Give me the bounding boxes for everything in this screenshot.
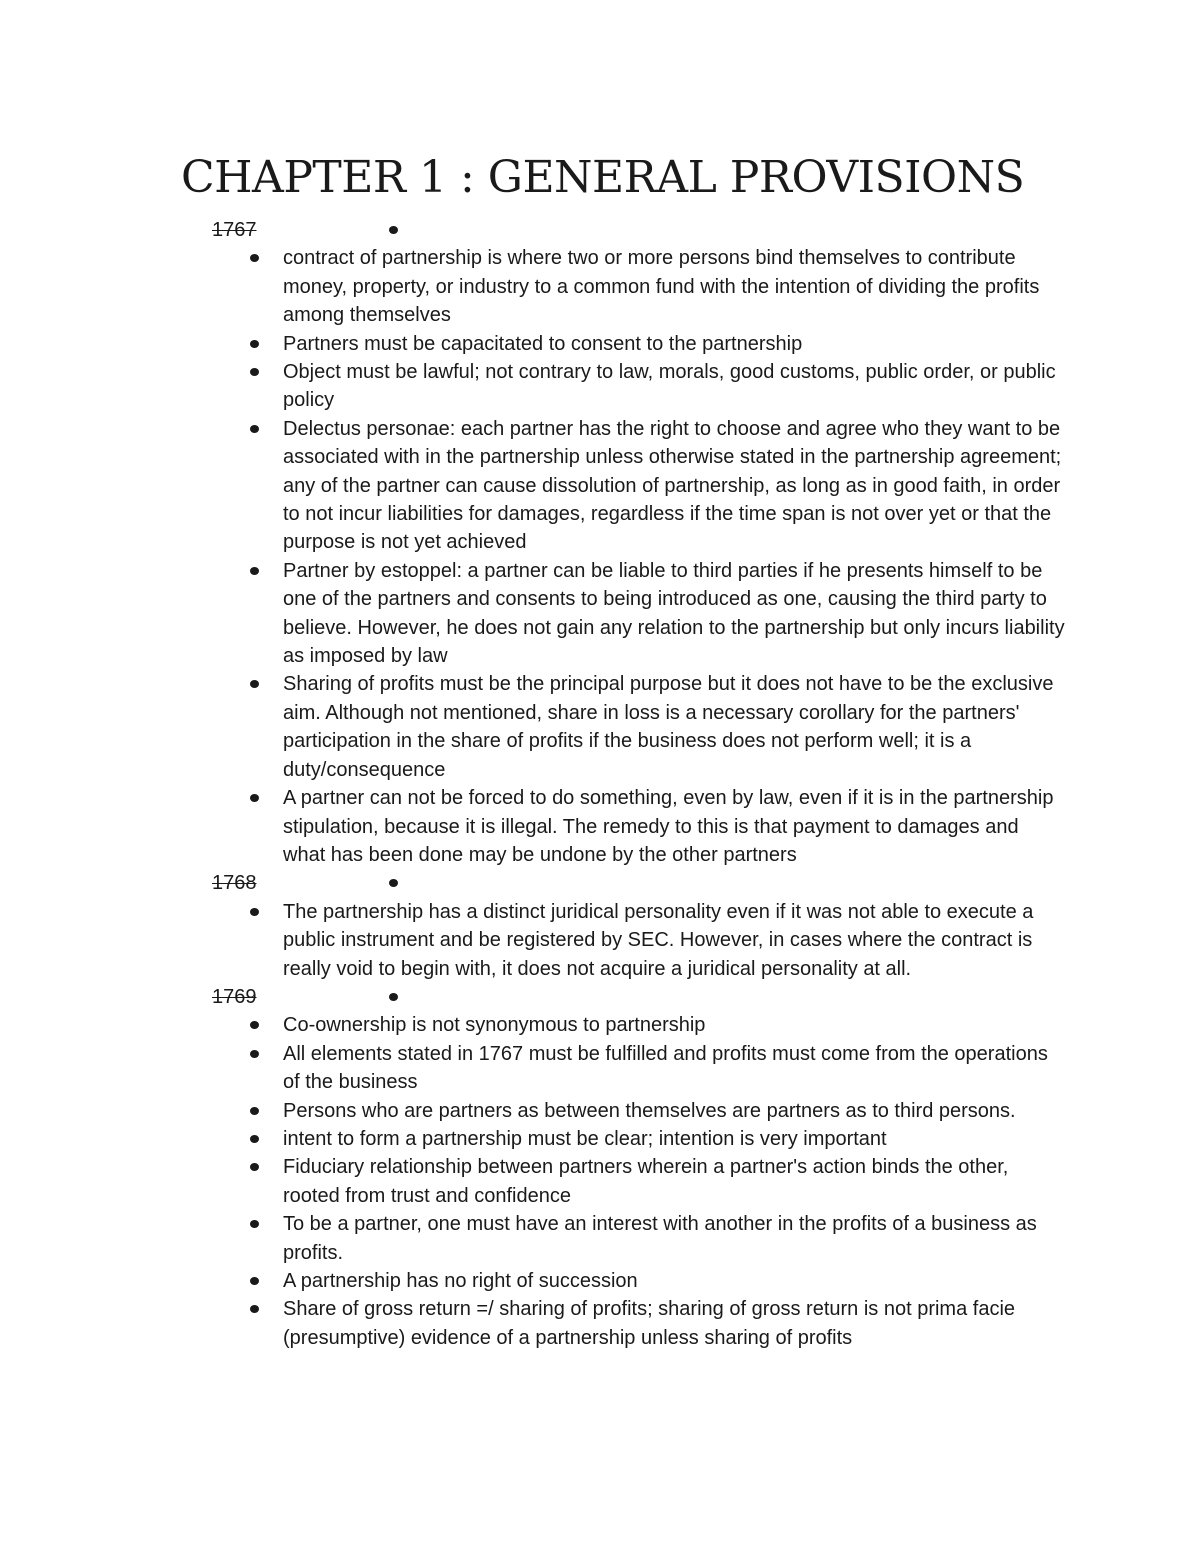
bullet-dot-icon — [250, 794, 259, 802]
article-number: 1768 — [212, 872, 257, 895]
list-item-text: The partnership has a distinct juridical personality even if it was not able to execute a public instrument and be registered by SEC. However, in cases where the contract is really void to begin with, it does not acquire a juridical personality at all. — [283, 900, 1034, 980]
list-item-text: intent to form a partnership must be clear; intention is very important — [283, 1127, 887, 1150]
list-item — [0, 557, 1065, 671]
list-item-text: A partnership has no right of succession — [283, 1269, 638, 1292]
bullet-dot-icon — [250, 1305, 259, 1313]
list-item-text: To be a partner, one must have an interest with another in the profits of a business as profits. — [283, 1213, 1037, 1264]
bullet-dot-icon — [250, 425, 259, 433]
list-item-text: Delectus personae: each partner has the right to choose and agree who they want to be associated with in the partnership unless otherwise stated in the partnership agreement; any of the partner can cause dissolution of partnership, as long as in good faith, in order to not incur liabilities for damages, regardless if the time span is not over yet or that the purpose is not yet achieved — [283, 417, 1062, 554]
list-item — [0, 244, 1065, 329]
sub-item-list — [212, 244, 1200, 869]
bullet-dot-icon — [250, 1163, 259, 1171]
bullet-dot-icon — [250, 908, 259, 916]
list-item — [0, 670, 1065, 784]
bullet-dot-icon — [250, 1021, 259, 1029]
list-item-text: A partner can not be forced to do something, even by law, even if it is in the partnership stipulation, because it is illegal. The remedy to this is that payment to damages and what has been done may be undone by the other partners — [283, 787, 1054, 866]
list-item-text: contract of partnership is where two or more persons bind themselves to contribute money, property, or industry to a common fund with the intention of dividing the profits among themselves — [283, 247, 1040, 327]
list-item-text: Partner by estoppel: a partner can be liable to third parties if he presents himself to be one of the partners and consents to being introduced as one, causing the third party to believe. However, he does not gain any relation to the partnership but only incurs liability as imposed by law — [283, 559, 1065, 668]
section-heading — [212, 216, 1200, 244]
bullet-dot-icon — [250, 1277, 259, 1285]
list-item — [0, 1210, 1065, 1267]
section-heading — [212, 983, 1200, 1011]
bullet-dot-icon — [250, 254, 259, 262]
list-item — [0, 415, 1065, 557]
bullet-dot-icon — [389, 993, 398, 1001]
bullet-dot-icon — [250, 1107, 259, 1115]
list-item-text: Share of gross return =/ sharing of profits; sharing of gross return is not prima facie (presumptive) evidence of a partnership unless sharing of profits — [283, 1298, 1016, 1349]
list-item — [0, 1125, 1065, 1153]
list-item — [0, 358, 1065, 415]
list-item-text: Partners must be capacitated to consent to the partnership — [283, 332, 803, 355]
list-item-text: Co-ownership is not synonymous to partnership — [283, 1014, 706, 1037]
list-item — [0, 1097, 1065, 1125]
bullet-dot-icon — [250, 1050, 259, 1058]
outline-list — [0, 216, 1200, 1352]
list-item — [0, 1153, 1065, 1210]
outline-section — [0, 216, 1200, 869]
article-number: 1767 — [212, 219, 257, 241]
section-heading — [212, 869, 1200, 897]
list-item-text: Fiduciary relationship between partners wherein a partner's action binds the other, rooted from trust and confidence — [283, 1156, 1009, 1207]
list-item — [0, 898, 1065, 983]
outline-section — [0, 869, 1200, 983]
bullet-dot-icon — [250, 1135, 259, 1143]
list-item — [0, 784, 1065, 869]
bullet-dot-icon — [250, 340, 259, 348]
bullet-dot-icon — [250, 368, 259, 376]
list-item — [0, 1295, 1065, 1352]
sub-item-list — [212, 898, 1200, 983]
list-item — [0, 330, 1065, 358]
list-item-text: Sharing of profits must be the principal purpose but it does not have to be the exclusive aim. Although not mentioned, share in loss is a necessary corollary for the partners' participation in the share of profits if the business does not perform well; it is a duty/consequence — [283, 673, 1054, 781]
list-item — [0, 1267, 1065, 1295]
outline-section — [0, 983, 1200, 1352]
list-item-text: Object must be lawful; not contrary to law, morals, good customs, public order, or public policy — [283, 361, 1056, 412]
list-item-text: All elements stated in 1767 must be fulfilled and profits must come from the operations of the business — [283, 1042, 1048, 1094]
article-number: 1769 — [212, 985, 257, 1008]
list-item-text: Persons who are partners as between themselves are partners as to third persons. — [283, 1099, 1016, 1122]
list-item — [0, 1040, 1065, 1097]
bullet-dot-icon — [389, 226, 398, 234]
bullet-dot-icon — [389, 879, 398, 887]
bullet-dot-icon — [250, 567, 259, 575]
page-title: CHAPTER 1 : GENERAL PROVISIONS — [181, 152, 1025, 203]
bullet-dot-icon — [250, 680, 259, 688]
bullet-dot-icon — [250, 1220, 259, 1228]
list-item — [0, 1011, 1065, 1039]
sub-item-list — [212, 1011, 1200, 1352]
